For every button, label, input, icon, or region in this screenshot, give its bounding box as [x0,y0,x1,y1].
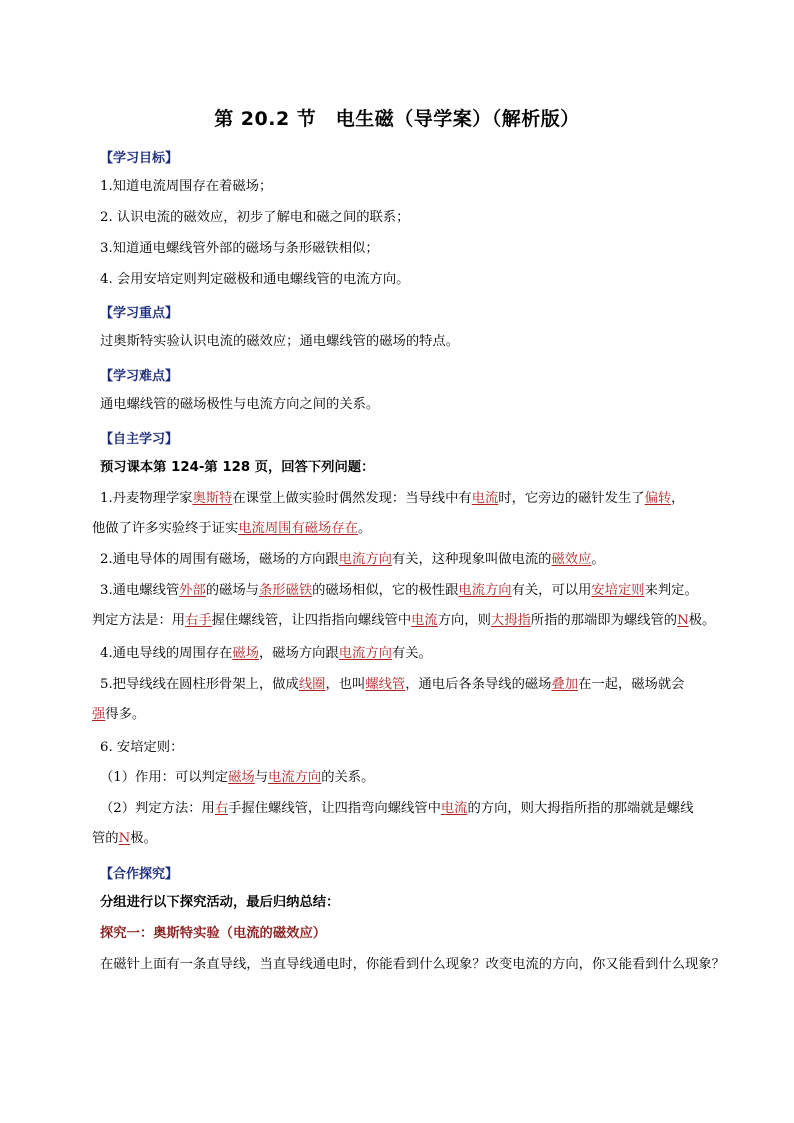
answer-blank: 电流 [471,491,499,506]
question-1-line-2: 他做了许多实验终于证实电流周围有磁场存在。 [92,521,372,536]
answer-blank: 电流方向 [338,646,392,661]
question-5-line-1: 5.把导线线在圆柱形骨架上，做成线圈，也叫螺线管，通电后各条导线的磁场叠加在一起，磁场就会 [100,677,685,692]
goal-4: 4. 会用安培定则判定磁极和通电螺线管的电流方向。 [100,272,410,287]
explore-1-heading: 探究一：奥斯特实验（电流的磁效应） [100,926,327,941]
answer-blank: N [677,613,689,628]
answer-blank: 外部 [179,583,206,598]
question-5-line-2: 强得多。 [92,707,146,722]
answer-blank: 奥斯特 [192,491,233,506]
goal-3: 3.知道通电螺线管外部的磁场与条形磁铁相似； [100,241,379,256]
question-6-part-2-line-2: 管的N极。 [92,831,157,846]
goal-1: 1.知道电流周围存在着磁场； [100,179,273,194]
answer-blank: 线圈 [298,677,326,692]
answer-blank: 电流方向 [268,770,322,785]
answer-blank: 偏转 [644,491,672,506]
answer-blank: 电流 [440,801,468,816]
question-3-line-2: 判定方法是：用右手握住螺线管，让四指指向螺线管中电流方向，则大拇指所指的那端即为螺线管的N极。 [92,613,716,628]
answer-blank: 电流 [411,613,438,628]
question-1-line-1: 1.丹麦物理学家奥斯特在课堂上做实验时偶然发现：当导线中有电流时，它旁边的磁针发生了偏转， [100,491,685,506]
answer-blank: 右手 [185,613,212,628]
question-4: 4.通电导线的周围存在磁场，磁场方向跟电流方向有关。 [100,646,432,661]
answer-blank: 右 [214,801,229,816]
question-6-part-2-line-1: （2）判定方法：用右手握住螺线管，让四指弯向螺线管中电流的方向，则大拇指所指的那端就是螺线 [100,801,694,816]
section-learning-goals: 【学习目标】 [100,151,179,166]
answer-blank: 电流方向 [338,552,392,567]
answer-blank: 强 [92,707,106,722]
answer-blank: 磁场 [228,770,255,785]
answer-blank: 磁效应 [551,552,592,567]
answer-blank: 电流周围有磁场存在 [238,521,358,536]
explore-1-question: 在磁针上面有一条直导线，当直导线通电时，你能看到什么现象？改变电流的方向，你又能看到什么现象？ [100,957,725,972]
answer-blank: 螺线管 [365,677,406,692]
difficulties-text: 通电螺线管的磁场极性与电流方向之间的关系。 [100,397,380,412]
document-title: 第 20.2 节 电生磁（导学案）（解析版） [214,108,580,130]
question-6-part-1: （1）作用：可以判定磁场与电流方向的关系。 [100,770,375,785]
section-key-points: 【学习重点】 [100,306,179,321]
answer-blank: 安培定则 [591,583,645,598]
answer-blank: 大拇指 [490,613,531,628]
section-self-study: 【自主学习】 [100,432,179,447]
answer-blank: 叠加 [551,677,579,692]
key-points-text: 过奥斯特实验认识电流的磁效应；通电螺线管的磁场的特点。 [100,334,460,349]
question-3-line-1: 3.通电螺线管外部的磁场与条形磁铁的磁场相似，它的极性跟电流方向有关，可以用安培定则来判定。 [100,583,698,598]
answer-blank: 电流方向 [458,583,512,598]
coop-intro: 分组进行以下探究活动，最后归纳总结： [100,895,340,910]
section-difficulties: 【学习难点】 [100,369,179,384]
answer-blank: 磁场 [232,646,259,661]
question-2: 2.通电导体的周围有磁场，磁场的方向跟电流方向有关，这种现象叫做电流的磁效应。 [100,552,605,567]
answer-blank: 条形磁铁 [258,583,313,598]
question-6-title: 6. 安培定则： [100,740,184,755]
answer-blank: N [118,831,131,846]
section-cooperative-inquiry: 【合作探究】 [100,867,179,882]
goal-2: 2. 认识电流的磁效应，初步了解电和磁之间的联系； [100,210,410,225]
preview-instruction: 预习课本第 124-第 128 页，回答下列问题： [100,460,375,475]
